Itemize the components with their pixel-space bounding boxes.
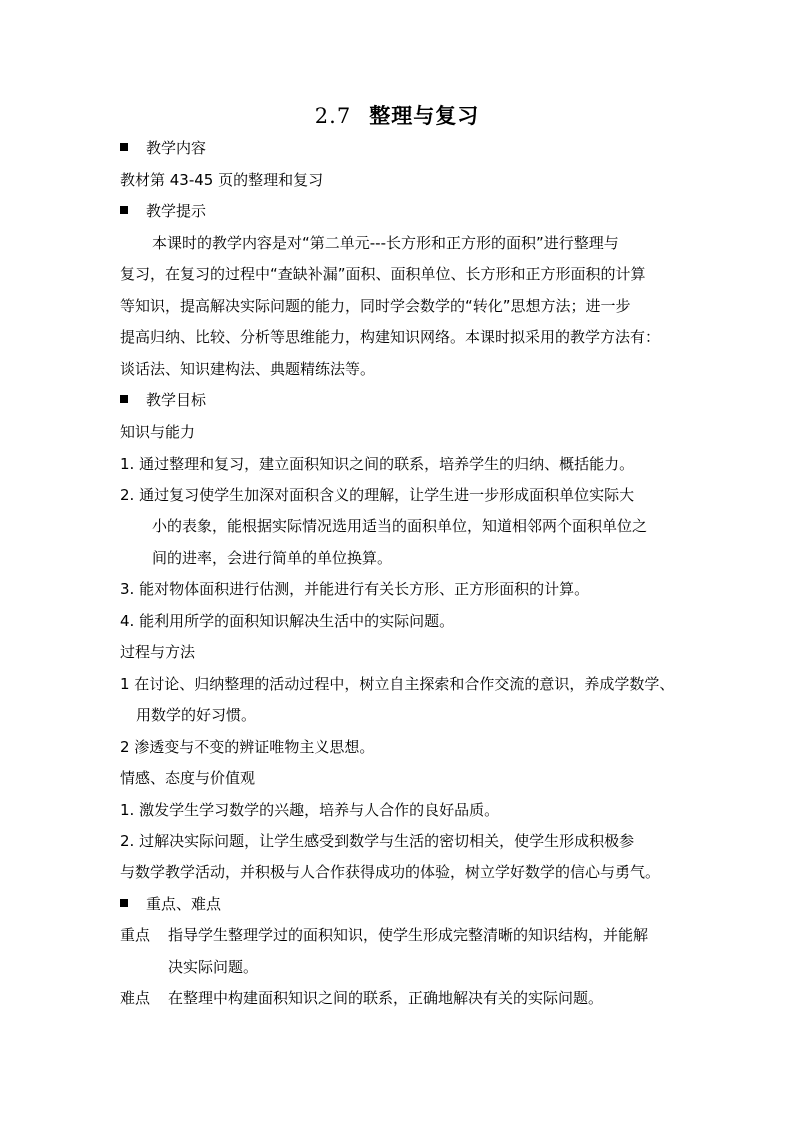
heading-teaching-content: 教学内容 (120, 138, 206, 158)
list-item: 4. 能利用所学的面积知识解决生活中的实际问题。 (120, 612, 455, 630)
heading-teaching-goals: 教学目标 (120, 390, 206, 410)
hint-line: 等知识，提高解决实际问题的能力，同时学会数学的“转化”思想方法；进一步 (120, 297, 631, 315)
square-bullet-icon (120, 206, 128, 214)
list-item: 2. 通过复习使学生加深对面积含义的理解，让学生进一步形成面积单位实际大 (120, 486, 635, 504)
key-label: 重点 (120, 926, 151, 944)
list-item: 2. 过解决实际问题，让学生感受到数学与生活的密切相关，使学生形成积极参 (120, 832, 635, 850)
key-text: 指导学生整理学过的面积知识，使学生形成完整清晰的知识结构，并能解 (168, 926, 649, 944)
list-item: 2 渗透变与不变的辨证唯物主义思想。 (120, 738, 375, 756)
list-item: 1 在讨论、归纳整理的活动过程中，树立自主探索和合作交流的意识，养成学数学、 (120, 675, 675, 693)
difficulty-point (120, 988, 603, 1008)
page-title (0, 100, 794, 130)
list-item: 1. 激发学生学习数学的兴趣，培养与人合作的良好品质。 (120, 801, 500, 819)
hint-line: 谈话法、知识建构法、典题精练法等。 (120, 360, 376, 378)
list-item-continued: 与数学教学活动，并积极与人合作获得成功的体验，树立学好数学的信心与勇气。 (120, 863, 661, 881)
content-text: 教材第 43-45 页的整理和复习 (120, 171, 324, 189)
hint-line: 本课时的教学内容是对“第二单元---长方形和正方形的面积”进行整理与 (152, 234, 619, 252)
list-item: 1. 通过整理和复习，建立面积知识之间的联系，培养学生的归纳、概括能力。 (120, 455, 635, 473)
heading-key-difficulty: 重点、难点 (120, 894, 221, 914)
list-item: 3. 能对物体面积进行估测，并能进行有关长方形、正方形面积的计算。 (120, 580, 590, 598)
heading-teaching-hint: 教学提示 (120, 201, 206, 221)
hint-line: 复习，在复习的过程中“查缺补漏”面积、面积单位、长方形和正方形面积的计算 (120, 265, 646, 283)
list-item-continued: 间的进率，会进行简单的单位换算。 (152, 549, 393, 567)
difficulty-label: 难点 (120, 989, 151, 1007)
subheading-process: 过程与方法 (120, 643, 196, 661)
key-point (120, 925, 648, 945)
subheading-knowledge: 知识与能力 (120, 423, 196, 441)
square-bullet-icon (120, 395, 128, 403)
key-text-continued: 决实际问题。 (168, 958, 259, 976)
subheading-emotion: 情感、态度与价值观 (120, 769, 256, 787)
section-number: 2.7 (314, 104, 352, 128)
list-item-continued: 小的表象，能根据实际情况选用适当的面积单位，知道相邻两个面积单位之 (152, 517, 648, 535)
square-bullet-icon (120, 143, 128, 151)
title-text: 整理与复习 (369, 103, 480, 128)
list-item-continued: 用数学的好习惯。 (136, 706, 257, 724)
difficulty-text: 在整理中构建面积知识之间的联系，正确地解决有关的实际问题。 (168, 989, 604, 1007)
square-bullet-icon (120, 899, 128, 907)
hint-line: 提高归纳、比较、分析等思维能力，构建知识网络。本课时拟采用的教学方法有： (120, 328, 661, 346)
